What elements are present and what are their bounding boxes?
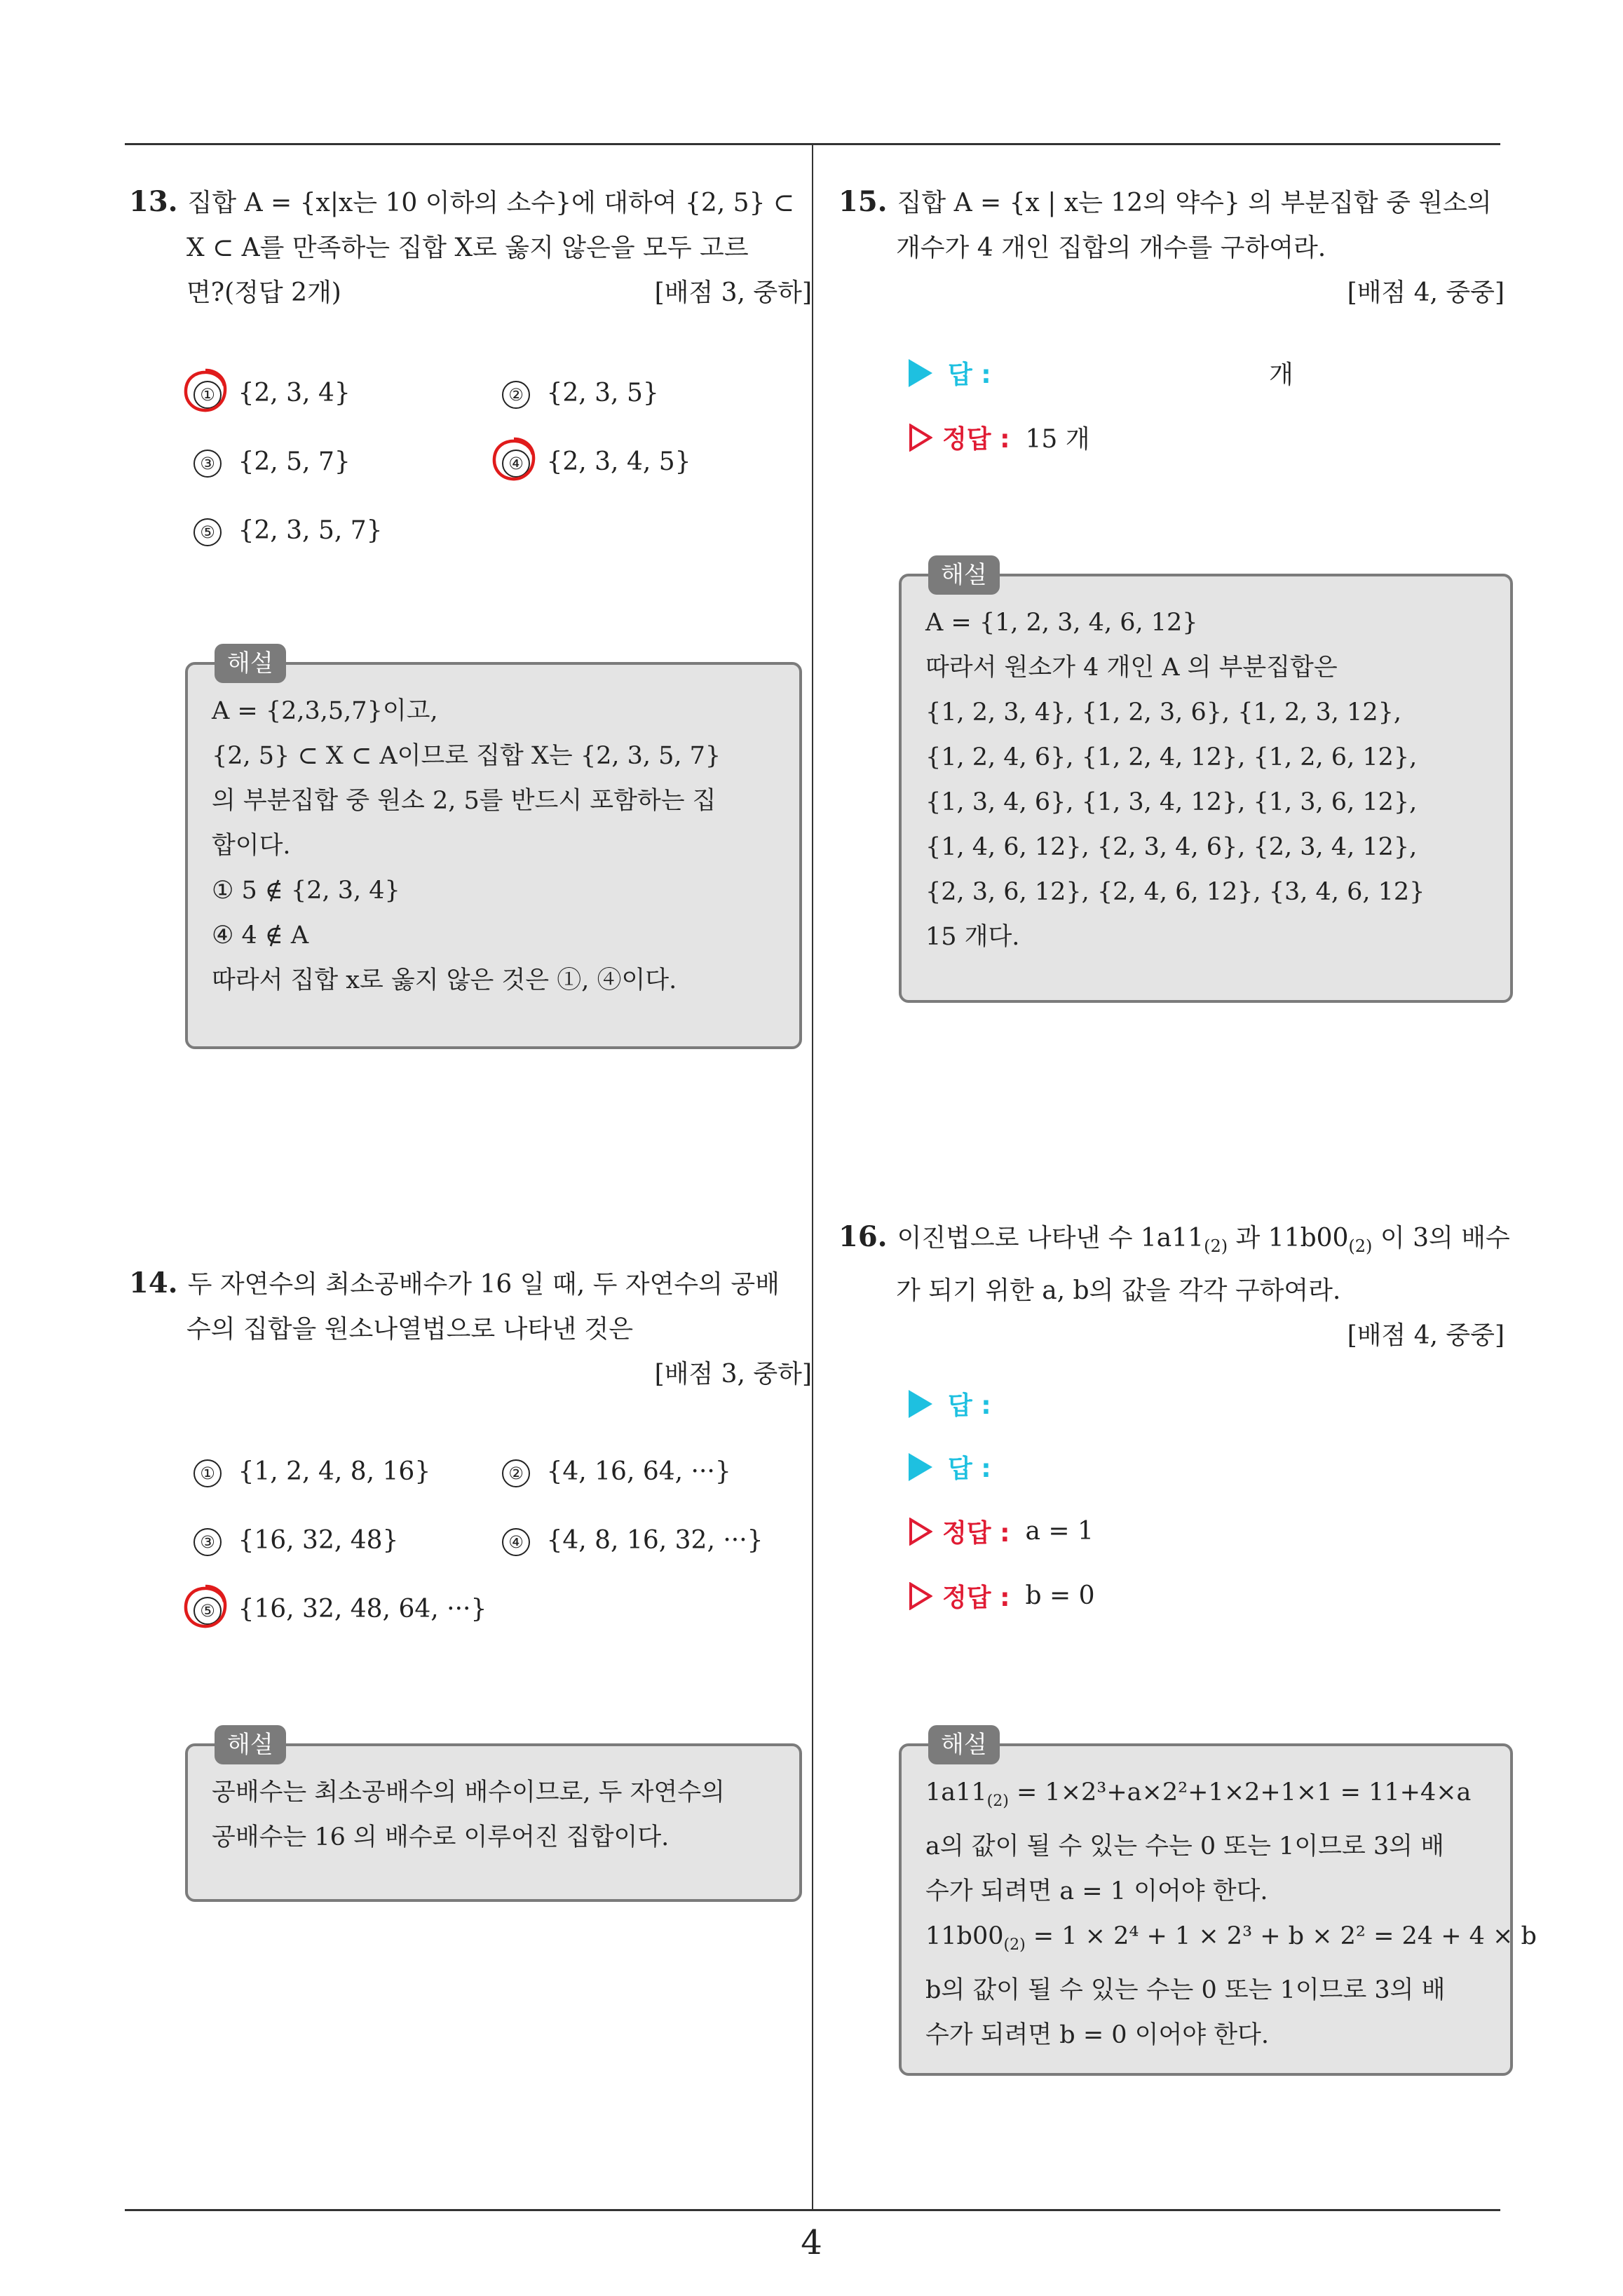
solution-value: b = 0 [1025, 1581, 1095, 1610]
explanation-text: 11b00 [925, 1922, 1004, 1950]
explanation-line: {1, 2, 3, 4}, {1, 2, 3, 6}, {1, 2, 3, 12}, [925, 698, 1401, 727]
question-text-line: 집합 A = {x | x는 12의 약수} 의 부분집합 중 원소의 [897, 189, 1492, 217]
question-text-line: 면?(정답 2개) [186, 278, 341, 307]
explanation-box [185, 649, 802, 1049]
selected-circle-icon [181, 366, 230, 415]
choice-2[interactable] [502, 1457, 731, 1487]
column-divider [812, 143, 813, 2210]
explanation-line: 공배수는 16 의 배수로 이루어진 집합이다. [212, 1823, 670, 1851]
question-number: 16. [838, 1220, 888, 1253]
solution-label: 정답 : [942, 425, 1010, 454]
question-number: 15. [838, 185, 888, 218]
triangle-outline-icon [909, 424, 932, 452]
question-text-line: X ⊂ A를 만족하는 집합 X로 옳지 않은을 모두 고르 [186, 234, 749, 262]
question-text: 과 11b00 [1228, 1224, 1349, 1252]
explanation-text: 1a11 [925, 1778, 987, 1807]
choice-number: ② [502, 381, 530, 409]
base-subscript: (2) [1348, 1236, 1373, 1257]
explanation-line: 의 부분집합 중 원소 2, 5를 반드시 포함하는 집 [212, 787, 717, 815]
question-text-line: 두 자연수의 최소공배수가 16 일 때, 두 자연수의 공배 [187, 1270, 780, 1299]
answer-row[interactable] [909, 355, 1301, 391]
choice-text: {4, 8, 16, 32, ···} [546, 1526, 763, 1555]
choice-3[interactable] [193, 1526, 398, 1556]
solution-label: 정답 : [942, 1519, 1010, 1548]
explanation-line: 공배수는 최소공배수의 배수이므로, 두 자연수의 [212, 1778, 725, 1807]
answer-label: 답 : [948, 1454, 991, 1483]
choice-1[interactable] [193, 1457, 430, 1487]
question-number: 14. [129, 1267, 178, 1299]
choice-text: {2, 3, 4} [238, 379, 351, 407]
solution-value: a = 1 [1025, 1517, 1094, 1546]
explanation-line: 따라서 집합 x로 옳지 않은 것은 ①, ④이다. [212, 966, 677, 994]
choice-text: {16, 32, 48, 64, ···} [238, 1595, 487, 1623]
explanation-line: A = {1, 2, 3, 4, 6, 12} [925, 609, 1198, 637]
score-label: [배점 3, 중하] [654, 278, 812, 307]
explanation-box [899, 1731, 1537, 2076]
choice-5[interactable] [193, 1595, 487, 1625]
choice-text: {2, 3, 5, 7} [238, 516, 383, 545]
selected-circle-icon [489, 435, 538, 484]
choice-3[interactable] [193, 447, 351, 478]
solution-row [909, 1578, 1094, 1614]
explanation-line: {1, 3, 4, 6}, {1, 3, 4, 12}, {1, 3, 6, 12}, [925, 788, 1418, 816]
choice-2[interactable] [502, 379, 659, 409]
solution-label: 정답 : [942, 1583, 1010, 1612]
choice-number: ① [193, 1459, 222, 1487]
explanation-line: A = {2,3,5,7}이고, [212, 697, 438, 725]
explanation-tag: 해설 [215, 644, 286, 683]
score-label: [배점 4, 중중] [1347, 278, 1505, 307]
explanation-line: 수가 되려면 a = 1 이어야 한다. [925, 1877, 1268, 1905]
choice-4[interactable] [502, 1526, 763, 1556]
choice-number: ④ [502, 450, 530, 478]
explanation-tag: 해설 [928, 1725, 1000, 1764]
choice-text: {2, 5, 7} [238, 447, 351, 476]
question-text: 이진법으로 나타낸 수 1a11 [897, 1224, 1204, 1252]
explanation-line: {2, 5} ⊂ X ⊂ A이므로 집합 X는 {2, 3, 5, 7} [212, 742, 721, 770]
choice-text: {2, 3, 4, 5} [546, 447, 691, 476]
solution-row [909, 419, 1090, 455]
triangle-outline-icon [909, 1582, 932, 1610]
triangle-outline-icon [909, 1518, 932, 1546]
solution-value: 15 개 [1025, 425, 1090, 454]
explanation-tag: 해설 [928, 555, 1000, 595]
answer-unit: 개 [1269, 360, 1293, 389]
choice-number: ① [193, 381, 222, 409]
explanation-line: 15 개다. [925, 923, 1020, 951]
choice-number: ⑤ [193, 518, 222, 546]
explanation-line: ④ 4 ∉ A [212, 921, 309, 950]
question-text-line: 집합 A = {x|x는 10 이하의 소수}에 대하여 {2, 5} ⊂ [187, 189, 795, 217]
triangle-solid-icon [909, 1390, 932, 1418]
base-subscript: (2) [1204, 1236, 1228, 1257]
question-text-line: 수의 집합을 원소나열법으로 나타낸 것은 [186, 1315, 633, 1344]
choice-number: ② [502, 1459, 530, 1487]
explanation-line: {2, 3, 6, 12}, {2, 4, 6, 12}, {3, 4, 6, 12} [925, 878, 1425, 906]
triangle-solid-icon [909, 359, 932, 387]
explanation-text: = 1 × 2⁴ + 1 × 2³ + b × 2² = 24 + 4 × b [1025, 1922, 1537, 1950]
bottom-rule [125, 2209, 1500, 2211]
explanation-line: 따라서 원소가 4 개인 A 의 부분집합은 [925, 654, 1338, 682]
explanation-line: 합이다. [212, 832, 291, 860]
base-subscript: (2) [986, 1792, 1009, 1810]
choice-number: ③ [193, 1528, 222, 1556]
triangle-solid-icon [909, 1453, 932, 1481]
choice-text: {4, 16, 64, ···} [546, 1457, 731, 1486]
explanation-line: a의 값이 될 수 있는 수는 0 또는 1이므로 3의 배 [925, 1832, 1444, 1861]
choice-number: ③ [193, 450, 222, 478]
explanation-tag: 해설 [215, 1725, 286, 1764]
choice-text: {16, 32, 48} [238, 1526, 399, 1555]
question-14 [129, 1261, 812, 1397]
answer-label: 답 : [948, 1391, 991, 1420]
explanation-line: 수가 되려면 b = 0 이어야 한다. [925, 2021, 1269, 2049]
explanation-box [899, 561, 1513, 1003]
explanation-text: = 1×2³+a×2²+1×2+1×1 = 11+4×a [1008, 1778, 1472, 1807]
explanation-line: {1, 4, 6, 12}, {2, 3, 4, 6}, {2, 3, 4, 12}, [925, 833, 1418, 861]
choice-number: ⑤ [193, 1597, 222, 1625]
question-number: 13. [129, 185, 178, 218]
question-text-line: 개수가 4 개인 집합의 개수를 구하여라. [896, 234, 1326, 262]
answer-row[interactable] [909, 1449, 991, 1485]
explanation-line: {1, 2, 4, 6}, {1, 2, 4, 12}, {1, 2, 6, 12}, [925, 743, 1418, 771]
answer-label: 답 : [948, 360, 991, 389]
choice-number: ④ [502, 1528, 530, 1556]
explanation-box [185, 1731, 802, 1902]
question-text: 이 3의 배수 [1372, 1224, 1510, 1252]
solution-row [909, 1513, 1094, 1549]
question-13 [129, 180, 812, 316]
explanation-line: b의 값이 될 수 있는 수는 0 또는 1이므로 3의 배 [925, 1976, 1446, 2004]
page-number: 4 [801, 2223, 822, 2262]
score-label: [배점 3, 중하] [654, 1360, 812, 1389]
choice-text: {2, 3, 5} [546, 379, 659, 407]
base-subscript: (2) [1003, 1936, 1026, 1954]
question-text-line: 가 되기 위한 a, b의 값을 각각 구하여라. [896, 1276, 1341, 1306]
question-15 [838, 180, 1512, 316]
choice-5[interactable] [193, 516, 383, 546]
question-16 [838, 1215, 1512, 1358]
explanation-line: ① 5 ∉ {2, 3, 4} [212, 877, 400, 905]
choice-text: {1, 2, 4, 8, 16} [238, 1457, 431, 1486]
selected-circle-icon [181, 1582, 230, 1631]
answer-row[interactable] [909, 1386, 991, 1422]
score-label: [배점 4, 중중] [1347, 1321, 1505, 1351]
